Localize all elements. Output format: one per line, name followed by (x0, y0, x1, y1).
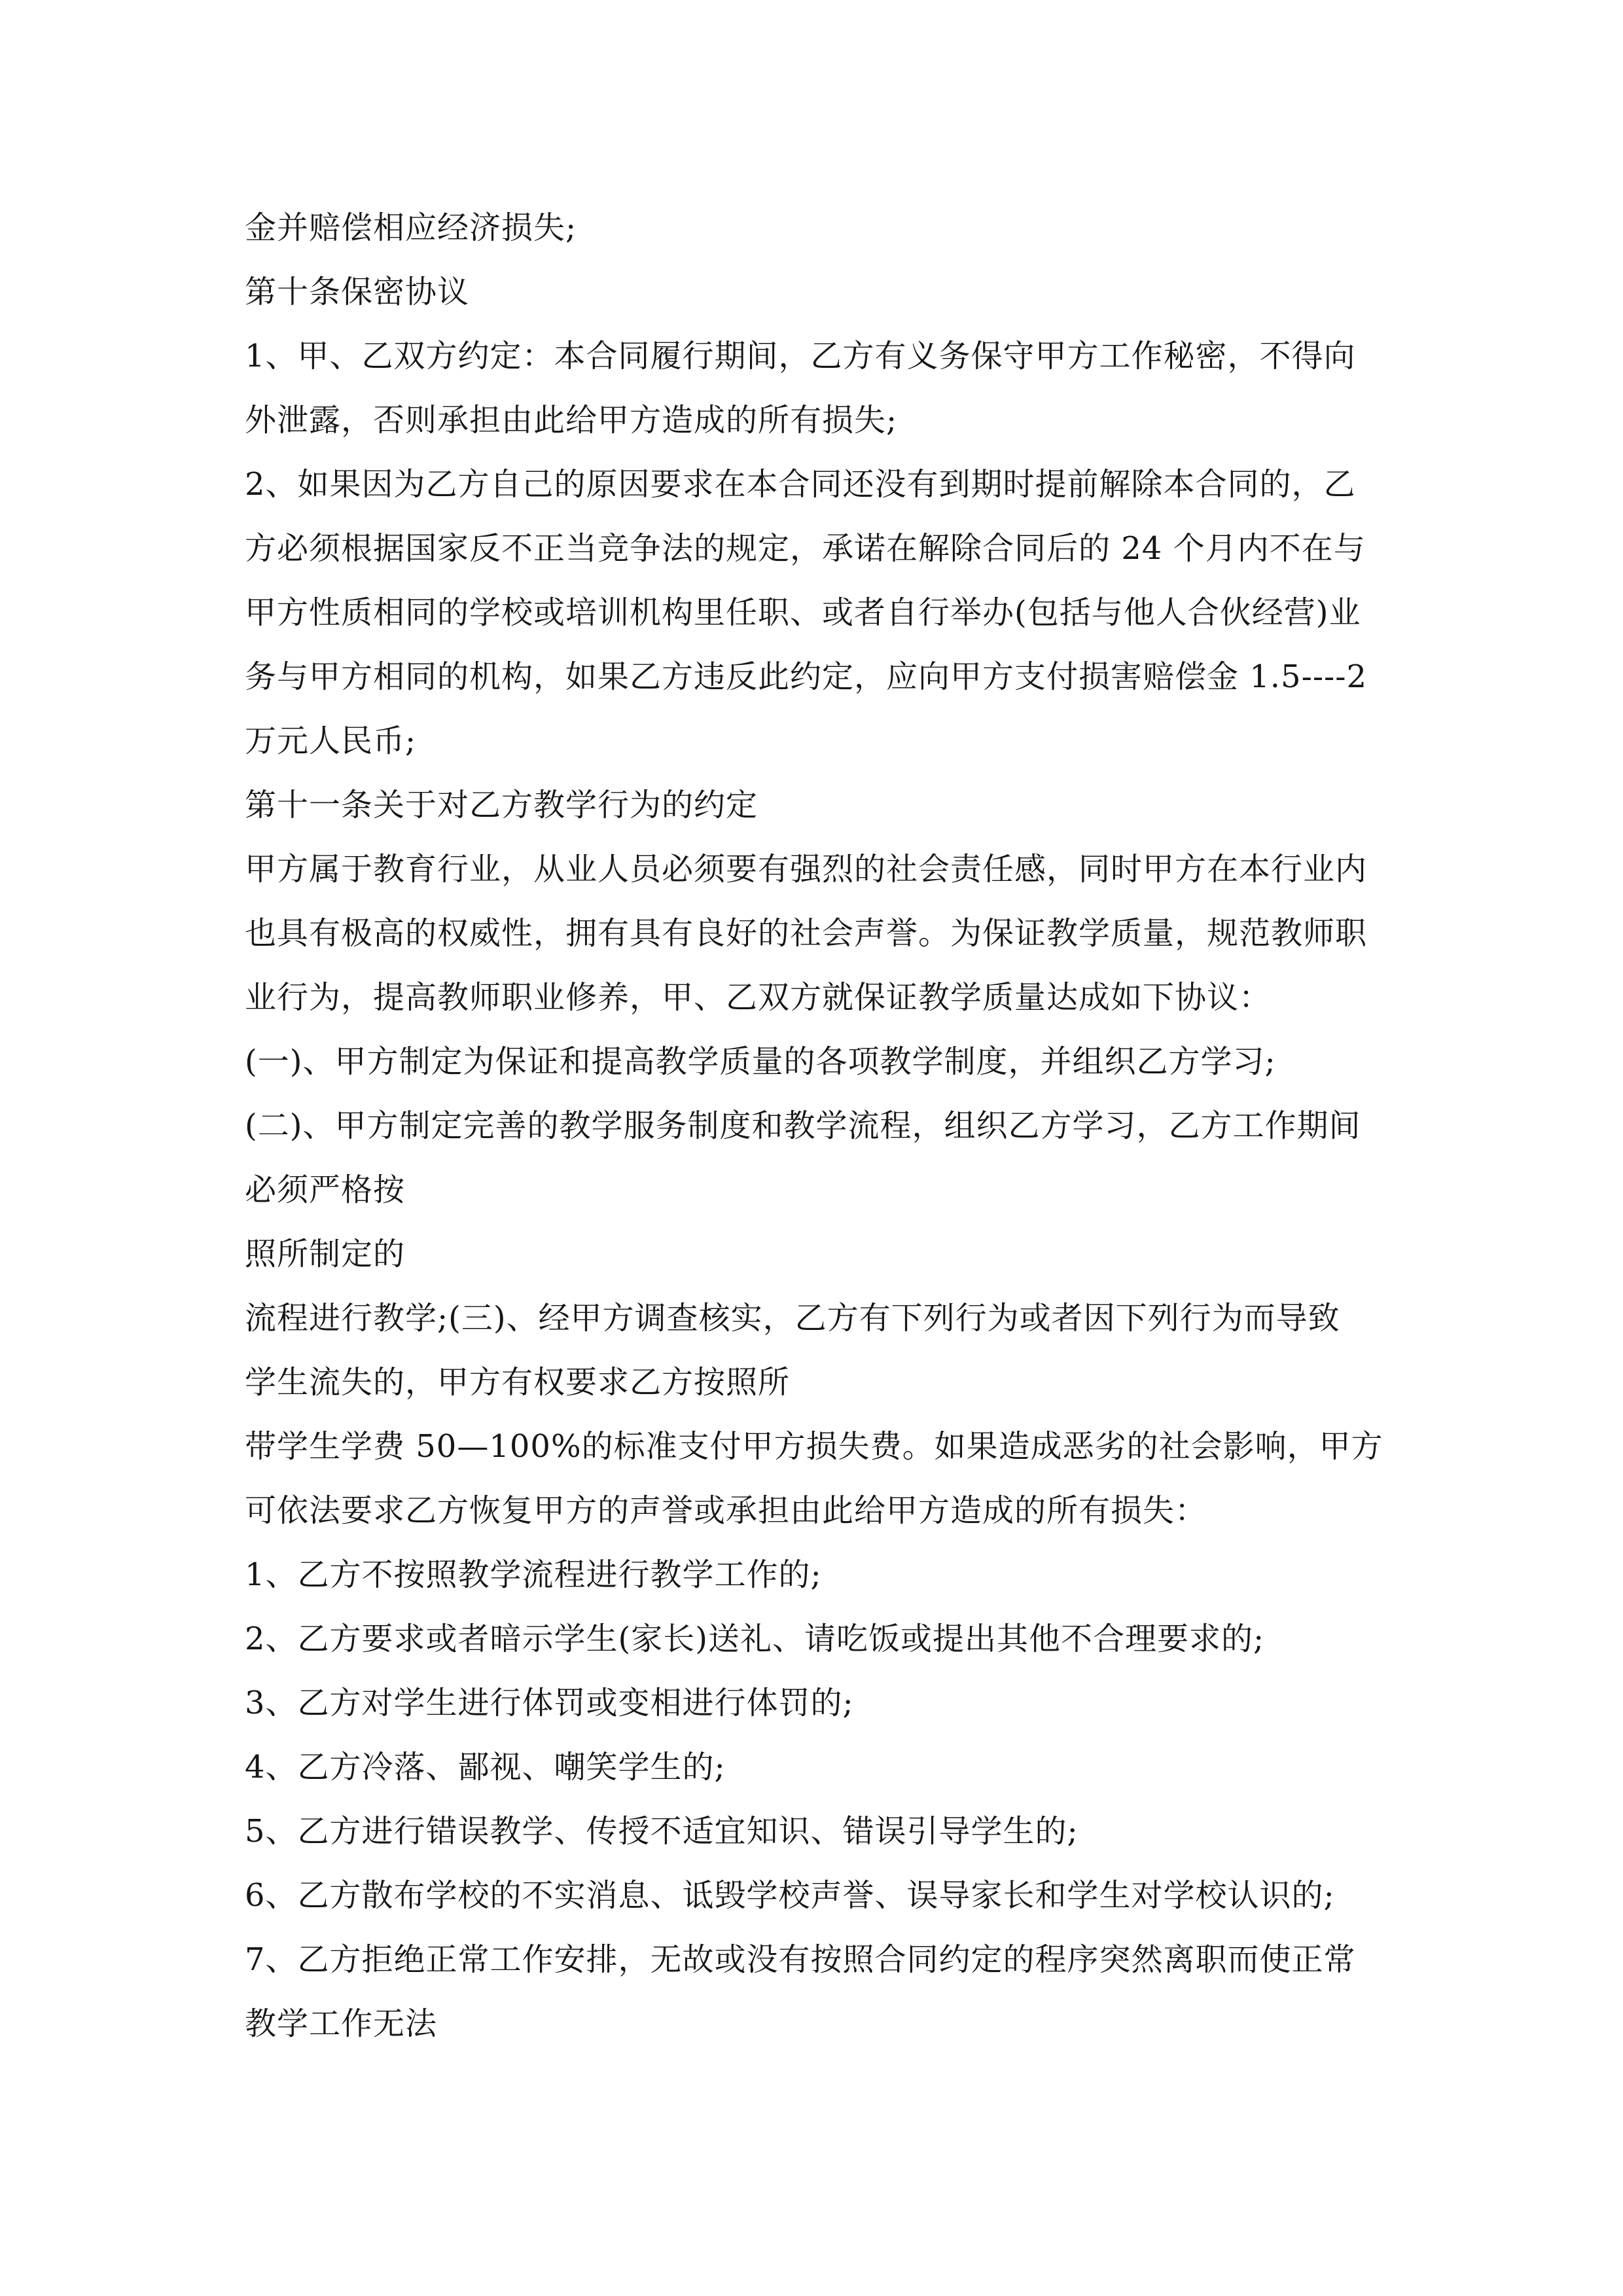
text-line: 金并赔偿相应经济损失; (245, 209, 577, 246)
list-item: 2、乙方要求或者暗示学生(家长)送礼、请吃饭或提出其他不合理要求的; (245, 1621, 1265, 1657)
text-line: 教学工作无法 (245, 2005, 438, 2042)
text-line: 照所制定的 (245, 1236, 406, 1272)
text-line: 务与甲方相同的机构，如果乙方违反此约定，应向甲方支付损害赔偿金 1.5----2 (245, 658, 1368, 695)
section-heading-11: 第十一条关于对乙方教学行为的约定 (245, 787, 758, 823)
text-line: 也具有极高的权威性，拥有具有良好的社会声誉。为保证教学质量，规范教师职 (245, 915, 1368, 952)
list-item: 5、乙方进行错误教学、传授不适宜知识、错误引导学生的; (245, 1813, 1079, 1850)
text-line: 业行为，提高教师职业修养，甲、乙双方就保证教学质量达成如下协议： (245, 979, 1272, 1016)
text-line: 可依法要求乙方恢复甲方的声誉或承担由此给甲方造成的所有损失： (245, 1492, 1207, 1529)
list-item: 3、乙方对学生进行体罚或变相进行体罚的; (245, 1685, 854, 1721)
text-line: 万元人民币; (245, 723, 417, 759)
list-item: 1、乙方不按照教学流程进行教学工作的; (245, 1556, 822, 1593)
text-line: 甲方性质相同的学校或培训机构里任职、或者自行举办(包括与他人合伙经营)业 (245, 594, 1361, 631)
text-line: 甲方属于教育行业，从业人员必须要有强烈的社会责任感，同时甲方在本行业内 (245, 851, 1368, 888)
text-line: (二)、甲方制定完善的教学服务制度和教学流程，组织乙方学习，乙方工作期间 (245, 1107, 1361, 1144)
list-item: 7、乙方拒绝正常工作安排，无故或没有按照合同约定的程序突然离职而使正常 (245, 1941, 1356, 1978)
text-line: 流程进行教学;(三)、经甲方调查核实，乙方有下列行为或者因下列行为而导致 (245, 1300, 1340, 1336)
list-item: 4、乙方冷落、鄙视、嘲笑学生的; (245, 1749, 726, 1785)
list-item: 6、乙方散布学校的不实消息、诋毁学校声誉、误导家长和学生对学校认识的; (245, 1877, 1335, 1914)
text-line: 1、甲、乙双方约定：本合同履行期间，乙方有义务保守甲方工作秘密，不得向 (245, 338, 1356, 374)
text-line: 带学生学费 50—100%的标准支付甲方损失费。如果造成恶劣的社会影响，甲方 (245, 1428, 1383, 1465)
text-line: 2、如果因为乙方自己的原因要求在本合同还没有到期时提前解除本合同的，乙 (245, 466, 1356, 503)
text-line: 外泄露，否则承担由此给甲方造成的所有损失; (245, 402, 898, 439)
text-line: 方必须根据国家反不正当竞争法的规定，承诺在解除合同后的 24 个月内不在与 (245, 530, 1366, 567)
section-heading-10: 第十条保密协议 (245, 274, 470, 310)
text-line: (一)、甲方制定为保证和提高教学质量的各项教学制度，并组织乙方学习; (245, 1043, 1276, 1080)
text-line: 学生流失的，甲方有权要求乙方按照所 (245, 1364, 791, 1401)
text-line: 必须严格按 (245, 1172, 406, 1208)
